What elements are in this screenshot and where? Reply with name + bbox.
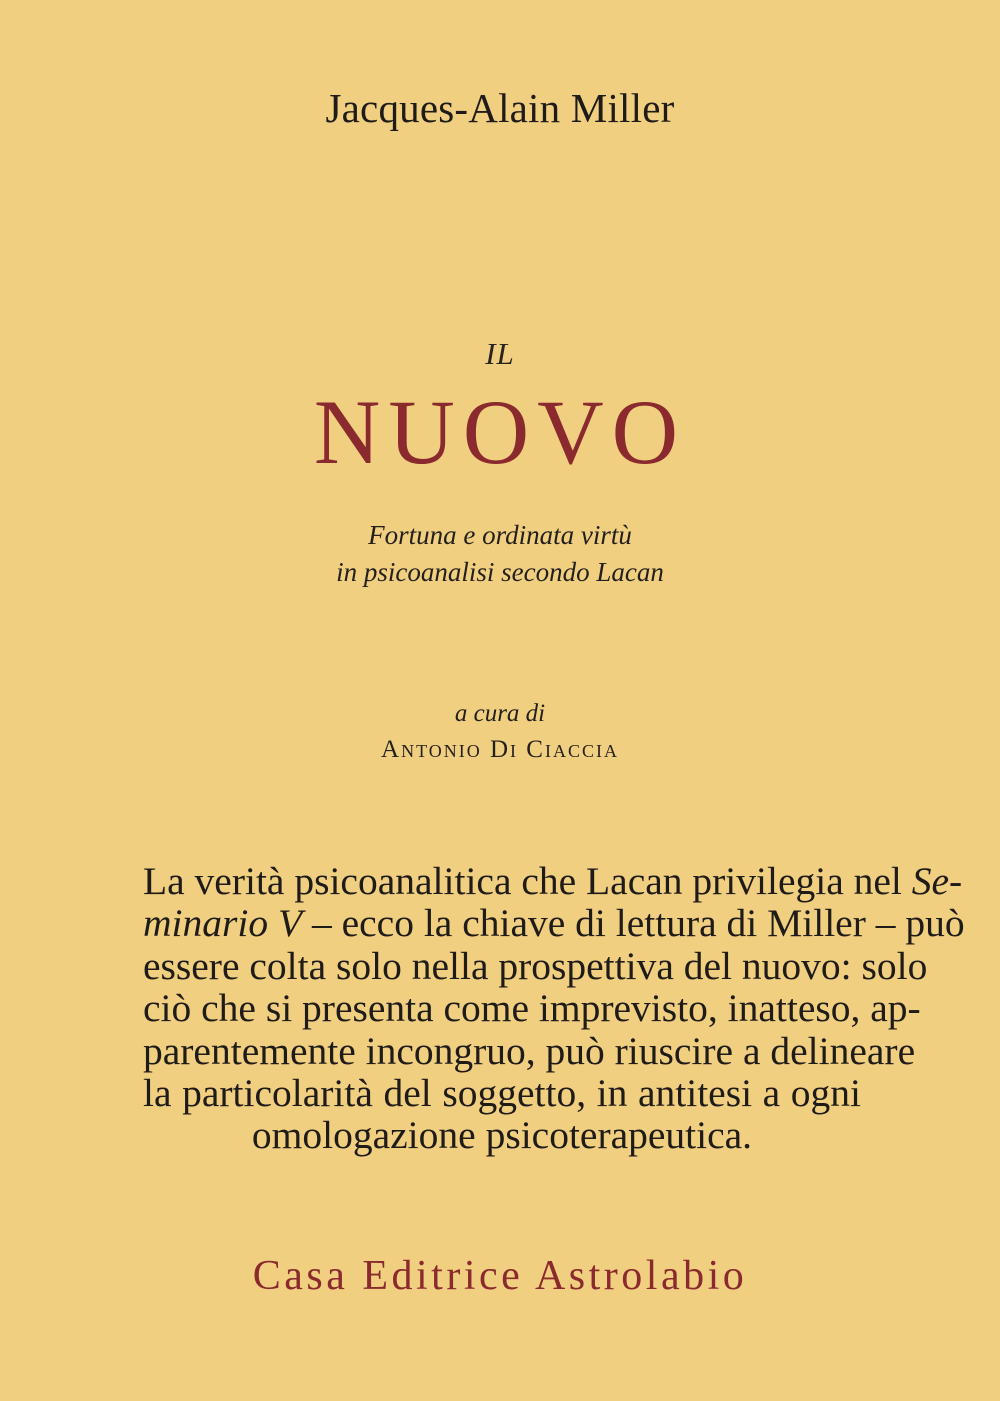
blurb-line-3: essere colta solo nella prospettiva del nuovo: solo: [143, 943, 928, 988]
subtitle-line-2: in psicoanalisi secondo Lacan: [336, 557, 664, 587]
blurb-text: [143, 859, 965, 1158]
blurb-text-segment: La verità psicoanalitica che Lacan privilegia nel: [143, 859, 912, 903]
blurb-text-segment: – ecco la chiave di lettura di Miller – può: [302, 901, 965, 946]
blurb-line-1: [143, 859, 963, 903]
blurb-line-2: [143, 901, 965, 946]
curator-name: Antonio Di Ciaccia: [381, 736, 619, 763]
blurb-line-6: la particolarità del soggetto, in antitesi a ogni: [143, 1071, 861, 1116]
author-name: Jacques-Alain Miller: [325, 85, 675, 131]
title-prefix: IL: [485, 336, 515, 371]
book-title: NUOVO: [313, 381, 687, 483]
blurb-line-4: ciò che si presenta come imprevisto, inatteso, ap-: [143, 986, 921, 1031]
subtitle-line-1: Fortuna e ordinata virtù: [368, 520, 632, 550]
blurb-line-5: parentemente incongruo, può riuscire a delineare: [143, 1028, 916, 1073]
blurb-line-7: omologazione psicoterapeutica.: [251, 1113, 753, 1158]
curator-label: a cura di: [454, 700, 546, 727]
blurb-italic-segment: Se-: [911, 859, 963, 903]
blurb-italic-segment: minario V: [143, 901, 303, 946]
publisher-name: Casa Editrice Astrolabio: [252, 1253, 748, 1299]
